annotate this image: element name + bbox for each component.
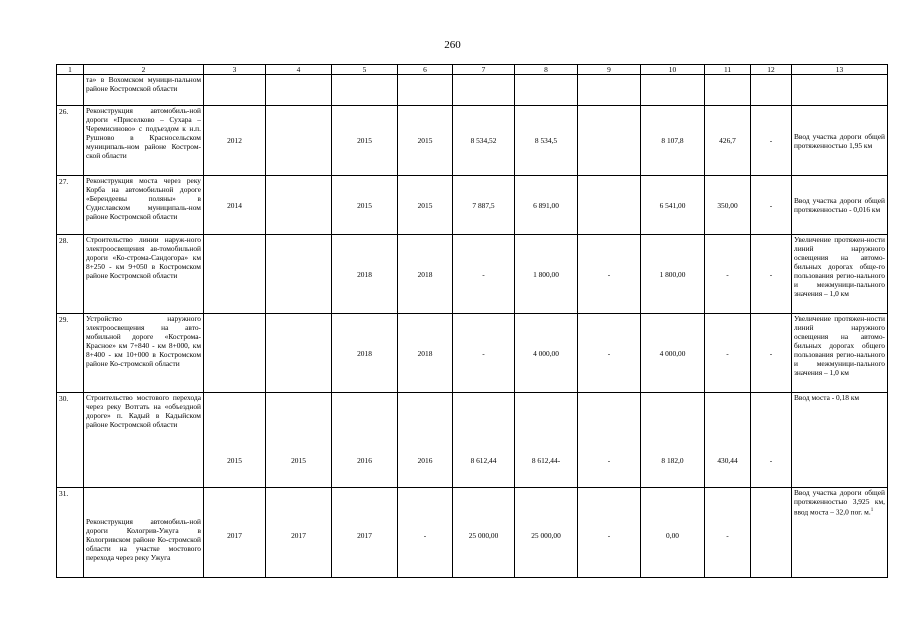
- header-cell: 7: [453, 65, 515, 75]
- table-cell: 6 891,00: [515, 176, 578, 235]
- header-cell: 12: [751, 65, 792, 75]
- table-cell: -: [578, 488, 641, 578]
- table-cell: 2018: [398, 314, 453, 393]
- row-number: 28.: [57, 235, 84, 314]
- table-cell: 2015: [204, 393, 266, 488]
- header-cell: 13: [792, 65, 888, 75]
- result-note: Увеличение протяжен-ности линий наружного освещения на автомо-бильных дорогах общего пользования регио-нального и межмуници-пального значения – 1,0 км: [792, 314, 888, 393]
- object-name: Реконструкция автомобиль-ной дороги «Приселково – Сухара – Черемисиново» с подъездом к н.п. Рушново в Красносельском муниципаль-ном районе Костром-ской области: [84, 106, 204, 176]
- table-cell: 2014: [204, 176, 266, 235]
- table-cell: -: [398, 488, 453, 578]
- table-cell: 1 800,00: [641, 235, 705, 314]
- object-name: Строительство мостового перехода через реку Вотгать на «объездной дороге» п. Кадый в Кадыйском районе Костромской области: [84, 393, 204, 488]
- table-cell: -: [578, 235, 641, 314]
- table-cell: [204, 235, 266, 314]
- row-number: 27.: [57, 176, 84, 235]
- table-cell: [332, 75, 398, 106]
- table-cell: 8 612,44-: [515, 393, 578, 488]
- table-cell: -: [453, 235, 515, 314]
- table-cell: 8 107,8: [641, 106, 705, 176]
- project-table: [56, 64, 888, 578]
- table-cell: -: [705, 488, 751, 578]
- table-cell: -: [751, 106, 792, 176]
- table-cell: 1 800,00: [515, 235, 578, 314]
- header-cell: 2: [84, 65, 204, 75]
- table-cell: 2015: [332, 176, 398, 235]
- table-cell: 7 887,5: [453, 176, 515, 235]
- result-note-text: Ввод участка дороги общей протяженностью 3,925 км, ввод моста – 32,0 пог. м.: [794, 488, 885, 517]
- table-cell: [266, 106, 332, 176]
- table-row: [57, 314, 888, 393]
- table-cell: [266, 235, 332, 314]
- result-note: Ввод участка дороги общей протяженностью 1,95 км: [792, 106, 888, 176]
- footnote-marker: 1: [870, 508, 874, 513]
- row-number: 29.: [57, 314, 84, 393]
- object-name: Строительство линии наруж-ного электроосвещения ав-томобильной дороги «Ко-строма-Сандогора» км 8+250 - км 9+050 в Костромском районе Костромской области: [84, 235, 204, 314]
- table-cell: [578, 75, 641, 106]
- table-cell: [204, 75, 266, 106]
- object-name: Реконструкция автомобиль-ной дороги Кологрив-Ужуга в Кологривском районе Ко-стромской области на участке мостового перехода через реку Ужуга: [84, 488, 204, 578]
- table-cell: 2015: [332, 106, 398, 176]
- table-row: [57, 176, 888, 235]
- table-cell: 2016: [332, 393, 398, 488]
- table-cell: -: [751, 393, 792, 488]
- table-cell: 2018: [398, 235, 453, 314]
- result-note: Ввод моста - 0,18 км: [792, 393, 888, 488]
- table-cell: [453, 75, 515, 106]
- table-cell: 2012: [204, 106, 266, 176]
- table-cell: -: [453, 314, 515, 393]
- table-row: [57, 75, 888, 106]
- table-cell: [515, 75, 578, 106]
- table-row: [57, 235, 888, 314]
- object-name: та» в Вохомском муници-пальном районе Костромской области: [84, 75, 204, 106]
- table-cell: [641, 75, 705, 106]
- table-cell: -: [705, 235, 751, 314]
- result-note: [792, 75, 888, 106]
- table-cell: 426,7: [705, 106, 751, 176]
- table-cell: 2015: [398, 106, 453, 176]
- table-cell: [578, 176, 641, 235]
- table-cell: -: [751, 314, 792, 393]
- table-cell: -: [751, 235, 792, 314]
- table-cell: 8 534,52: [453, 106, 515, 176]
- header-row: [57, 65, 888, 75]
- table-row: [57, 106, 888, 176]
- row-number: 26.: [57, 106, 84, 176]
- table-cell: 2017: [204, 488, 266, 578]
- table-cell: 6 541,00: [641, 176, 705, 235]
- table-cell: 2016: [398, 393, 453, 488]
- result-note: Ввод участка дороги общей протяженностью - 0,016 км: [792, 176, 888, 235]
- header-cell: 1: [57, 65, 84, 75]
- table-cell: 25 000,00: [515, 488, 578, 578]
- table-cell: 430,44: [705, 393, 751, 488]
- table-cell: 8 612,44: [453, 393, 515, 488]
- page-number: 260: [444, 39, 461, 51]
- table-cell: -: [578, 393, 641, 488]
- table-cell: 2015: [266, 393, 332, 488]
- table-cell: 25 000,00: [453, 488, 515, 578]
- table-cell: 2018: [332, 314, 398, 393]
- table-cell: -: [705, 314, 751, 393]
- header-cell: 10: [641, 65, 705, 75]
- table-cell: 8 182,0: [641, 393, 705, 488]
- header-cell: 8: [515, 65, 578, 75]
- table-cell: 2017: [332, 488, 398, 578]
- row-number: 31.: [57, 488, 84, 578]
- table-cell: 4 000,00: [515, 314, 578, 393]
- table-cell: 8 534,5: [515, 106, 578, 176]
- table-cell: 350,00: [705, 176, 751, 235]
- table-cell: 0,00: [641, 488, 705, 578]
- table-cell: -: [751, 176, 792, 235]
- table-cell: -: [578, 314, 641, 393]
- header-cell: 4: [266, 65, 332, 75]
- table-row: [57, 488, 888, 578]
- table-cell: 2015: [398, 176, 453, 235]
- table-cell: [751, 75, 792, 106]
- header-cell: 6: [398, 65, 453, 75]
- row-number: 30.: [57, 393, 84, 488]
- table-cell: [705, 75, 751, 106]
- table-cell: 2018: [332, 235, 398, 314]
- table-cell: [266, 314, 332, 393]
- object-name: Реконструкция моста через реку Корба на автомобильной дороге «Берендеевы поляны» в Судиславском муниципаль-ном районе Костромской области: [84, 176, 204, 235]
- header-cell: 9: [578, 65, 641, 75]
- result-note: Увеличение протяжен-ности линий наружного освещения на автомо-бильных дорогах обще-го пользования регио-нального и межмуници-пального значения – 1,0 км: [792, 235, 888, 314]
- table-cell: [204, 314, 266, 393]
- table-row: [57, 393, 888, 488]
- header-cell: 3: [204, 65, 266, 75]
- table-cell: [578, 106, 641, 176]
- table-cell: [398, 75, 453, 106]
- table-cell: [266, 176, 332, 235]
- header-cell: 5: [332, 65, 398, 75]
- table-cell: [266, 75, 332, 106]
- table-cell: 4 000,00: [641, 314, 705, 393]
- result-note: [792, 488, 888, 578]
- row-number: [57, 75, 84, 106]
- table-cell: 2017: [266, 488, 332, 578]
- table-cell: [751, 488, 792, 578]
- header-cell: 11: [705, 65, 751, 75]
- object-name: Устройство наружного электроосвещения на авто-мобильной дороге «Кострома-Красное» км 7+840 - км 8+000, км 8+400 - км 10+000 в Костромском районе Ко-стромской области: [84, 314, 204, 393]
